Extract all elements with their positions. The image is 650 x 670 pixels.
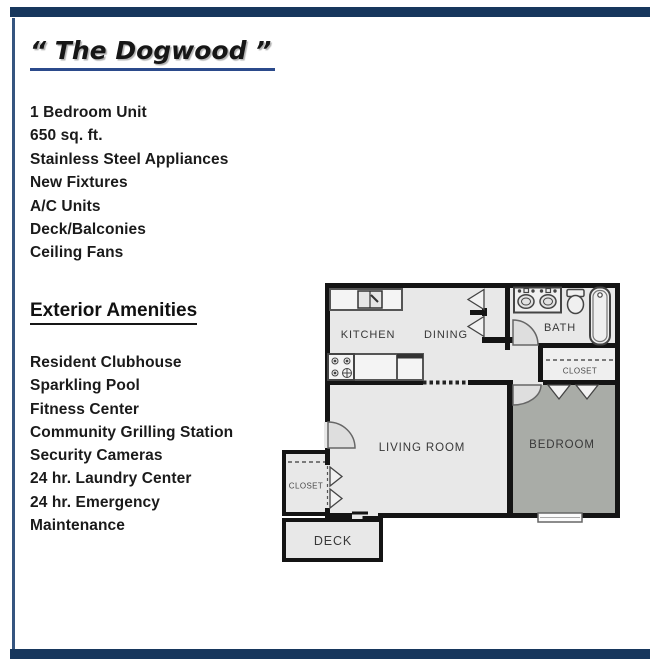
bedroom-closet-label: CLOSET [562,366,598,376]
feature-item: Deck/Balconies [30,220,146,238]
amenity-item: Security Cameras [30,447,163,465]
deck-label: DECK [313,534,353,548]
bedroom-window [538,513,582,522]
top-border-bar [10,7,650,17]
bedroom-label: BEDROOM [529,439,595,451]
amenity-item: Community Grilling Station [30,423,234,441]
kitchen-sink-icon [358,291,382,308]
bathtub-icon [590,288,610,345]
bath-label: BATH [543,322,577,334]
amenity-item: Fitness Center [30,400,140,418]
amenity-item: Sparkling Pool [30,377,140,395]
toilet-icon [567,290,584,314]
amenities-heading: Exterior Amenities [30,300,197,325]
feature-item: 1 Bedroom Unit [30,104,147,121]
unit-title-text: “ The Dogwood ” [30,36,275,71]
vanity-sinks-icon [514,288,561,313]
stove-icon [328,354,354,380]
kitchen-label: KITCHEN [340,329,396,341]
feature-item: A/C Units [30,197,101,215]
feature-item: 650 sq. ft. [30,127,103,145]
unit-title [30,36,275,71]
bottom-border-bar [10,649,650,659]
features-list [30,101,228,265]
amenity-item: Resident Clubhouse [30,354,182,371]
feature-item: Ceiling Fans [30,244,124,262]
amenities-list [30,351,233,537]
living-room-label: LIVING ROOM [378,442,466,454]
left-border-rule [12,18,15,649]
feature-item: Stainless Steel Appliances [30,150,229,168]
floor-plan [280,278,626,570]
feature-item: New Fixtures [30,174,128,192]
refrigerator-icon [397,354,423,380]
amenity-item: 24 hr. Emergency [30,493,160,511]
dining-label: DINING [424,329,468,341]
entry-closet-label: CLOSET [288,481,324,491]
amenity-item: 24 hr. Laundry Center [30,470,192,488]
amenity-item: Maintenance [30,517,125,535]
